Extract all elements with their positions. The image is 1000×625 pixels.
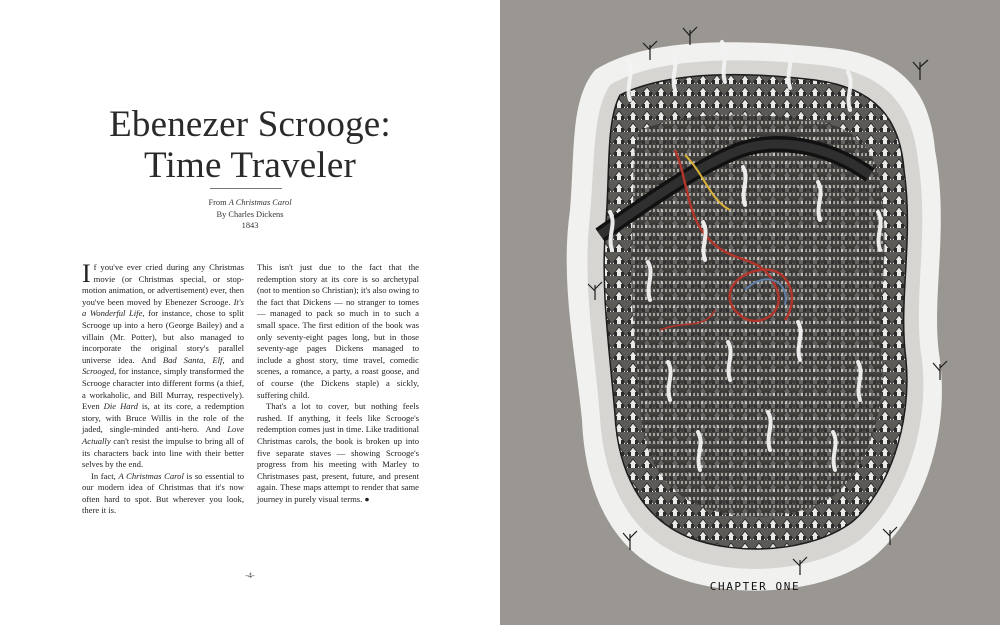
city-map-illustration	[500, 0, 1000, 625]
byline-source: From A Christmas Carol	[208, 198, 292, 207]
byline	[130, 197, 370, 232]
byline-author: By Charles Dickens	[216, 209, 284, 219]
right-page	[500, 0, 1000, 625]
title-divider	[210, 188, 282, 189]
page-number: -4-	[245, 571, 255, 580]
paragraph: In fact, A Christmas Carol is so essential to our modern idea of Christmas that it's now often hard to spot. But wherever you look, there it is.	[82, 470, 244, 516]
title-line-1: Ebenezer Scrooge:	[109, 104, 391, 145]
paragraph: This isn't just due to the fact that the redemption story at its core is so archetypal (not to mention so Christian); it's also owing to the fact that Dickens — no stranger to tomes — managed to pack so much in to such a small space. The first edition of the book was only seventy-eight pages long, but in those seventy-age pages Dickens managed to include a ghost story, time travel, comedic scenes, a romance, a party, a roast goose, and of course (the Dickens staple) a sickly, suffering child.	[257, 262, 419, 400]
paragraph: That's a lot to cover, but nothing feels rushed. If anything, it feels like Scrooge's redemption comes just in time. Like traditional Christmas carols, the book is broken up into five separate staves — showing Scrooge's progress from his meeting with Marley to Christmases past, present, future, and present again. These maps attempt to render that same journey in purely visual terms. ●	[257, 401, 419, 504]
byline-work-title: A Christmas Carol	[228, 198, 292, 207]
text-column-1	[82, 259, 244, 517]
chapter-label: CHAPTER ONE	[709, 580, 801, 593]
text-column-2	[257, 262, 419, 505]
page-title	[60, 104, 440, 186]
title-line-2: Time Traveler	[144, 145, 356, 186]
byline-year: 1843	[241, 221, 259, 230]
paragraph: If you've ever cried during any Christmas movie (or Christmas special, or stop-motion animation, or advertisement) ever, then you've been moved by Ebenezer Scrooge. It's a Wonderful Life, for instance, chose to split Scrooge up into a hero (George Bailey) and a villain (Mr. Potter), but also managed to incorporate the original story's parallel universe idea. And Bad Santa, Elf, and Scrooged, for instance, simply transformed the Scrooge character into different forms (a thief, a workaholic, and Bill Murray, respectively). Even Die Hard is, at its core, a redemption story, with Bruce Willis in the role of the jaded, single-minded anti-hero. And Love Actually can't resist the impulse to bring all of its characters back into line with their better selves by the end.	[82, 259, 244, 470]
drop-cap: I	[82, 259, 91, 288]
